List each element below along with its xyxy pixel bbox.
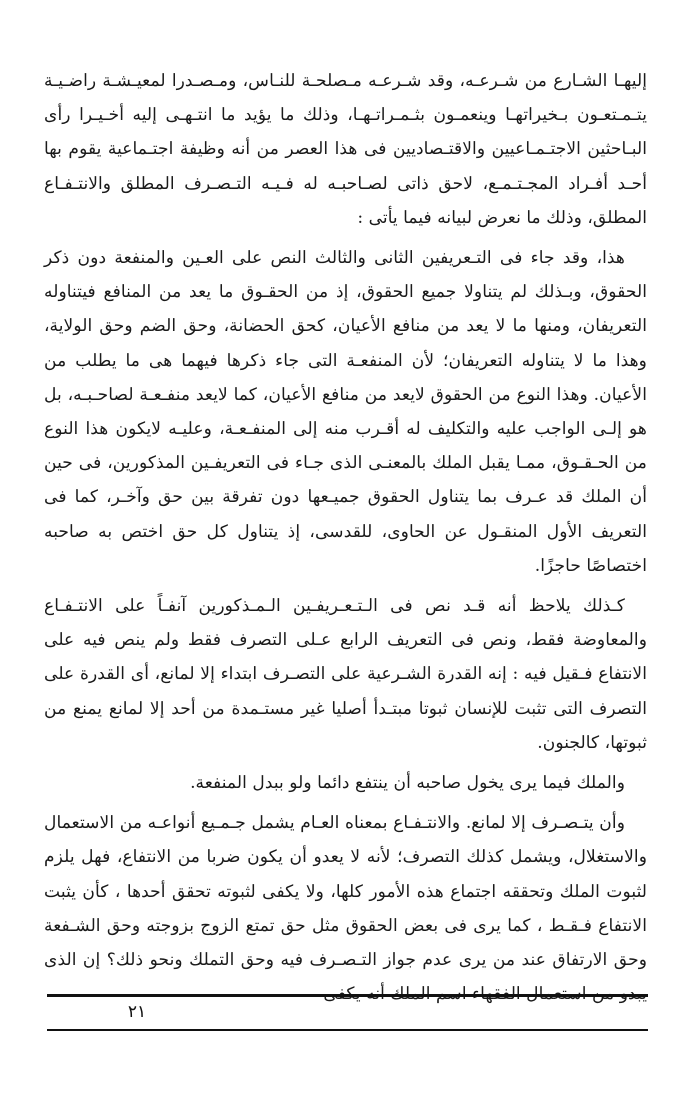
footer-rule-thick bbox=[47, 994, 648, 997]
paragraph-4: والملك فيما يرى يخول صاحبه أن ينتفع دائما ولو ببدل المنفعة. bbox=[190, 773, 625, 794]
footer-rule-thin bbox=[47, 1029, 648, 1031]
paragraph-2: هذا، وقد جاء فى التـعريفين الثانى والثالث النص على العـين والمنفعة دون ذكر الحقوق، وبـذلك لم يتناولا جميع الحقوق، إذ من الحقـوق ما يعد من المنافع فيتناوله التعريفان، ومنها ما لا يعد من منافع الأعيان، كحق الحضانة، وحق الضم وحق الولاية، وهذا ما لا يتناوله التعريفان؛ لأن المنفعـة التى جاء ذكرها فيهما هى ما يطلب من الأعيان. وهذا النوع من الحقوق لايعد من منافع الأعيان، كما لايعد منفـعـة لصاحـبـه، بل هو إلـى الواجب عليه والتكليف له أقـرب منه إلى المنفـعـة، وعليـه لايكون هذا النوع من الحـقـوق، ممـا يقبل الملك بالمعنـى الذى جـاء فى التعريفـين المذكورين، فى حين أن الملك قد عـرف بما يتناول الحقوق جميـعها دون تفرقة بين حق وآخـر، كما فى التعريف الأول المنقـول عن الحاوى، للقدسى، إذ يتناول كل حق اختص به صاحبه اختصاصًا حاجزًا. bbox=[44, 248, 647, 576]
body-text bbox=[44, 64, 647, 1011]
paragraph-5: وأن يتـصـرف إلا لمانع. والانتـفـاع بمعناه العـام يشمل جـمـيع أنواعـه من الاستعمال والاستغلال، ويشمل كذلك التصرف؛ لأنه لا يعدو أن يكون ضربا من الانتفاع، فهل يلزم لثبوت الملك وتحققه اجتماع هذه الأمور كلها، ولا يكفى لثبوته تحقق أحدها ، كأن يثبت الانتفاع فـقـط ، كما يرى فى بعض الحقوق مثل حق تمتع الزوج بزوجته وحق الشـفعة وحق الارتفاق عند من يرى عدم جواز التـصـرف فيه وحق التملك ونحو ذلك؟ إن الذى bbox=[44, 813, 647, 971]
paragraph-3: كـذلك يلاحظ أنه قـد نص فى الـتـعـريفـين الـمـذكورين آنفـاً على الانتـفـاع والمعاوضة فقط، ونص فى التعريف الرابع عـلى التصرف فقط ولم ينص فيه على الانتفاع فـقيل فيه : إنه القدرة الشـرعية على التصـرف ابتداء إلا لمانع، أى القدرة على التصرف التى تثبت للإنسان ثبوتا مبتـدأ أصليا غير مستـمدة من أحد إلا لمانع يمنع من ثبوتها، كالجنون. bbox=[44, 596, 647, 753]
paragraph-1: إليهـا الشـارع من شـرعـه، وقد شـرعـه مـصلحـة للنـاس، ومـصـدرا لمعيـشـة راضـيـة يتـمـتعـون بـخيراتهـا وينعمـون بثـمـراتـهـا، وذلك ما يؤيد ما انتـهـى إليه أخـيـرا رأى البـاحثين الاجتـمـاعيين والاقتـصاديين فى هذا العصر من أنه وظيفة اجتـماعية يقوم بها أحـد أفـراد المجـتـمـع، لاحق ذاتى لصـاحبـه له فـيـه التـصـرف المطلق والانتـفـاع المطلق، وذلك ما نعرض لبيانه فيما يأتى : bbox=[44, 71, 647, 228]
page-number: ٢١ bbox=[127, 1002, 147, 1022]
